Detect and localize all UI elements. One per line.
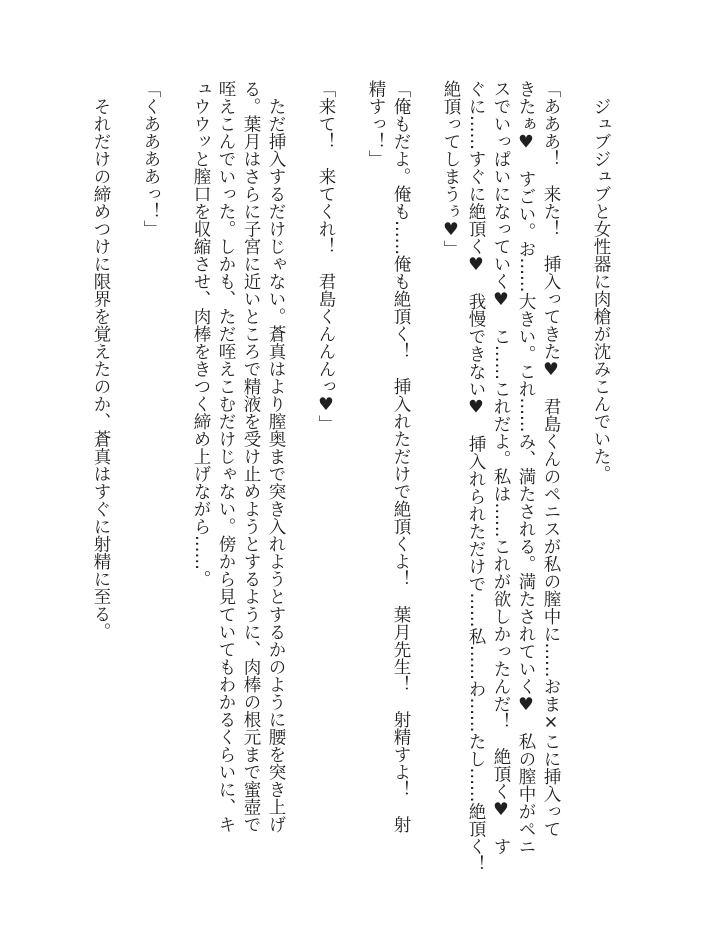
text-line: 精すっ！」	[366, 80, 386, 168]
paragraph-dialogue	[138, 80, 163, 833]
paragraph-narration	[188, 80, 288, 833]
paragraph-narration	[588, 80, 613, 833]
text-line: きたぁ♥ すごい。お……大きい。これ……み、満たされる。満たされていく♥ 私の膣中がペニ	[516, 80, 536, 855]
text-line: 「くああああっ！」	[141, 80, 161, 238]
paragraph-dialogue	[438, 80, 563, 873]
text-line: ぐに……すぐに絶頂く♥ 我慢できない♥ 挿入れられただけで……私……わ……たし……絶頂く！	[466, 80, 486, 873]
text-line: 「来て！ 来てくれ！ 君島くんんんっ♥」	[316, 80, 336, 433]
text-line: それだけの締めつけに限界を覚えたのか、蒼真はすぐに射精に至る。	[91, 80, 111, 640]
text-line: 「あああ！ 来た！ 挿入ってきた♥ 君島くんのペニスが私の膣中に……おま×こに挿入って	[541, 80, 561, 838]
vertical-text-body	[88, 80, 613, 873]
text-line: ジュブジュブと女性器に肉槍が沈みこんでいた。	[591, 80, 611, 483]
text-line: ただ挿入するだけじゃない。蒼真はより膣奥まで突き入れようとするかのように腰を突き上げ	[266, 80, 286, 833]
paragraph-narration	[88, 80, 113, 833]
text-line: スでいっぱいになっていく♥ こ……これだよ。私は……これが欲しかったんだ！ 絶頂く♥ す	[491, 80, 511, 855]
text-line: る。葉月はさらに子宮に近いところで精液を受け止めようとするように、肉棒の根元まで蜜壺で	[241, 80, 261, 833]
text-line: ュウウッと膣口を収縮させ、肉棒をきつく締め上げながら……。	[191, 80, 211, 588]
text-line: 絶頂ってしまうぅ♥」	[441, 80, 461, 258]
paragraph-dialogue	[363, 80, 413, 833]
paragraph-dialogue	[313, 80, 338, 833]
text-line: 咥えこんでいった。しかも、ただ咥えこむだけじゃない。傍から見ていてもわかるくらいに、キ	[216, 80, 236, 833]
text-line: 「俺もだよ。俺も……俺も絶頂く！ 挿入れただけで絶頂くよ！ 葉月先生！ 射精すよ！ 射	[391, 80, 411, 833]
